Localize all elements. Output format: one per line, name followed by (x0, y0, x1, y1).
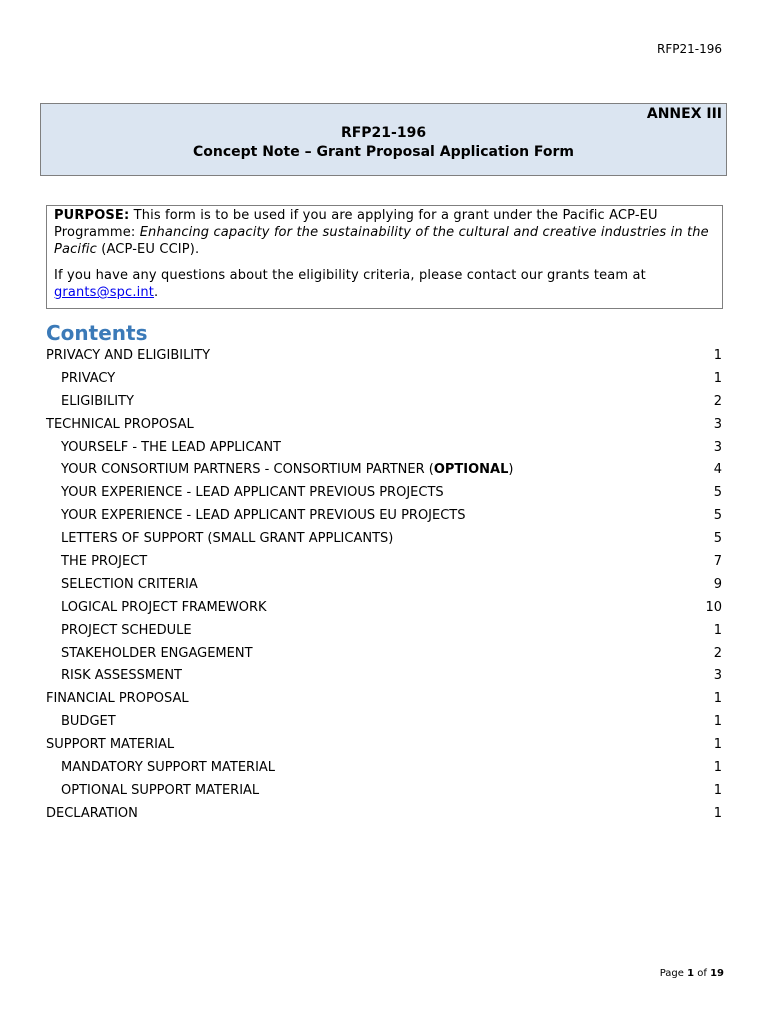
toc-entry-page: 5 (713, 508, 722, 524)
toc-entry-page: 3 (713, 439, 722, 455)
toc-entry-page: 1 (713, 622, 722, 638)
toc-entry-page: 5 (713, 531, 722, 547)
toc-entry-label: LETTERS OF SUPPORT (SMALL GRANT APPLICANTS) (61, 531, 394, 547)
toc-entry-label: YOUR EXPERIENCE - LEAD APPLICANT PREVIOUS PROJECTS (61, 485, 444, 501)
current-page: 1 (687, 968, 695, 979)
table-of-contents (46, 345, 723, 826)
total-pages: 19 (710, 968, 724, 979)
toc-entry-page: 2 (713, 645, 722, 661)
toc-entry-page: 1 (713, 714, 722, 730)
annex-label: ANNEX III (646, 106, 722, 122)
toc-entry[interactable] (46, 414, 723, 437)
toc-entry[interactable] (46, 505, 723, 528)
page-word: Page (659, 968, 688, 979)
toc-entry-page: 1 (713, 691, 722, 707)
purpose-text-end: (ACP-EU CCIP). (96, 242, 200, 257)
programme-name: Enhancing capacity for the sustainability of the cultural and creative industries in the Pacific (54, 225, 709, 257)
toc-entry-label: OPTIONAL SUPPORT MATERIAL (61, 782, 260, 798)
toc-entry-page: 3 (713, 416, 722, 432)
toc-entry-label: ELIGIBILITY (61, 393, 134, 409)
page-footer (660, 968, 724, 979)
toc-entry-label: MANDATORY SUPPORT MATERIAL (61, 760, 276, 776)
document-ref: RFP21-196 (340, 125, 427, 141)
toc-entry[interactable] (46, 643, 723, 666)
toc-entry[interactable] (46, 574, 723, 597)
purpose-text: This form is to be used if you are applying for a grant under the Pacific ACP-EU Programme: (54, 208, 658, 240)
contact-period: . (154, 285, 159, 300)
toc-entry-page: 1 (713, 805, 722, 821)
toc-entry-page: 10 (705, 599, 722, 615)
toc-entry-label: SELECTION CRITERIA (61, 576, 198, 592)
toc-entry[interactable] (46, 368, 723, 391)
toc-entry-label: STAKEHOLDER ENGAGEMENT (61, 645, 253, 661)
contents-heading: Contents (46, 321, 148, 345)
toc-entry-page: 1 (713, 370, 722, 386)
toc-entry[interactable] (46, 551, 723, 574)
toc-entry-page: 1 (713, 782, 722, 798)
toc-entry-page: 5 (713, 485, 722, 501)
toc-entry-label: YOUR EXPERIENCE - LEAD APPLICANT PREVIOUS EU PROJECTS (61, 508, 466, 524)
toc-entry-label: SUPPORT MATERIAL (46, 737, 175, 753)
annex-title-box (40, 103, 727, 176)
toc-entry[interactable] (46, 391, 723, 414)
toc-entry-page: 1 (713, 737, 722, 753)
purpose-paragraph (54, 207, 715, 258)
toc-entry-page: 2 (713, 393, 722, 409)
toc-entry[interactable] (46, 780, 723, 803)
toc-entry[interactable] (46, 620, 723, 643)
of-word: of (694, 968, 711, 979)
toc-entry-label: FINANCIAL PROPOSAL (46, 691, 189, 707)
purpose-box (46, 205, 723, 309)
toc-entry-page: 4 (713, 462, 722, 478)
toc-entry[interactable] (46, 482, 723, 505)
toc-entry-label: PROJECT SCHEDULE (61, 622, 192, 638)
toc-entry-label: PRIVACY AND ELIGIBILITY (46, 348, 211, 363)
document-title (41, 124, 726, 162)
toc-entry-label: YOURSELF - THE LEAD APPLICANT (61, 439, 281, 455)
toc-entry[interactable] (46, 437, 723, 460)
toc-entry-label: LOGICAL PROJECT FRAMEWORK (61, 599, 267, 615)
toc-entry-page: 1 (713, 348, 722, 363)
toc-entry-page: 1 (713, 760, 722, 776)
contact-text: If you have any questions about the eligibility criteria, please contact our grants team at (54, 268, 646, 283)
toc-entry-page: 9 (713, 576, 722, 592)
toc-entry-label: BUDGET (61, 714, 116, 730)
toc-entry[interactable] (46, 688, 723, 711)
toc-entry-label: PRIVACY (61, 370, 116, 386)
toc-entry-page: 7 (713, 554, 722, 570)
toc-entry[interactable] (46, 734, 723, 757)
contact-paragraph (54, 267, 715, 301)
toc-entry[interactable] (46, 459, 723, 482)
purpose-label: PURPOSE: (54, 208, 130, 223)
toc-entry-label: YOUR CONSORTIUM PARTNERS - CONSORTIUM PARTNER (OPTIONAL) (61, 462, 514, 478)
email-link[interactable]: grants@spc.int (54, 285, 155, 300)
toc-entry[interactable] (46, 757, 723, 780)
toc-entry[interactable] (46, 345, 723, 368)
toc-entry[interactable] (46, 665, 723, 688)
toc-entry-label: TECHNICAL PROPOSAL (46, 416, 194, 432)
toc-entry-label: THE PROJECT (61, 554, 148, 570)
running-header: RFP21-196 (657, 42, 722, 56)
toc-entry[interactable] (46, 711, 723, 734)
toc-entry-page: 3 (713, 668, 722, 684)
form-title: Concept Note – Grant Proposal Application Form (192, 144, 575, 160)
toc-entry-label: DECLARATION (46, 805, 138, 821)
toc-entry-label: RISK ASSESSMENT (61, 668, 182, 684)
toc-entry[interactable] (46, 803, 723, 826)
toc-entry[interactable] (46, 597, 723, 620)
toc-entry[interactable] (46, 528, 723, 551)
